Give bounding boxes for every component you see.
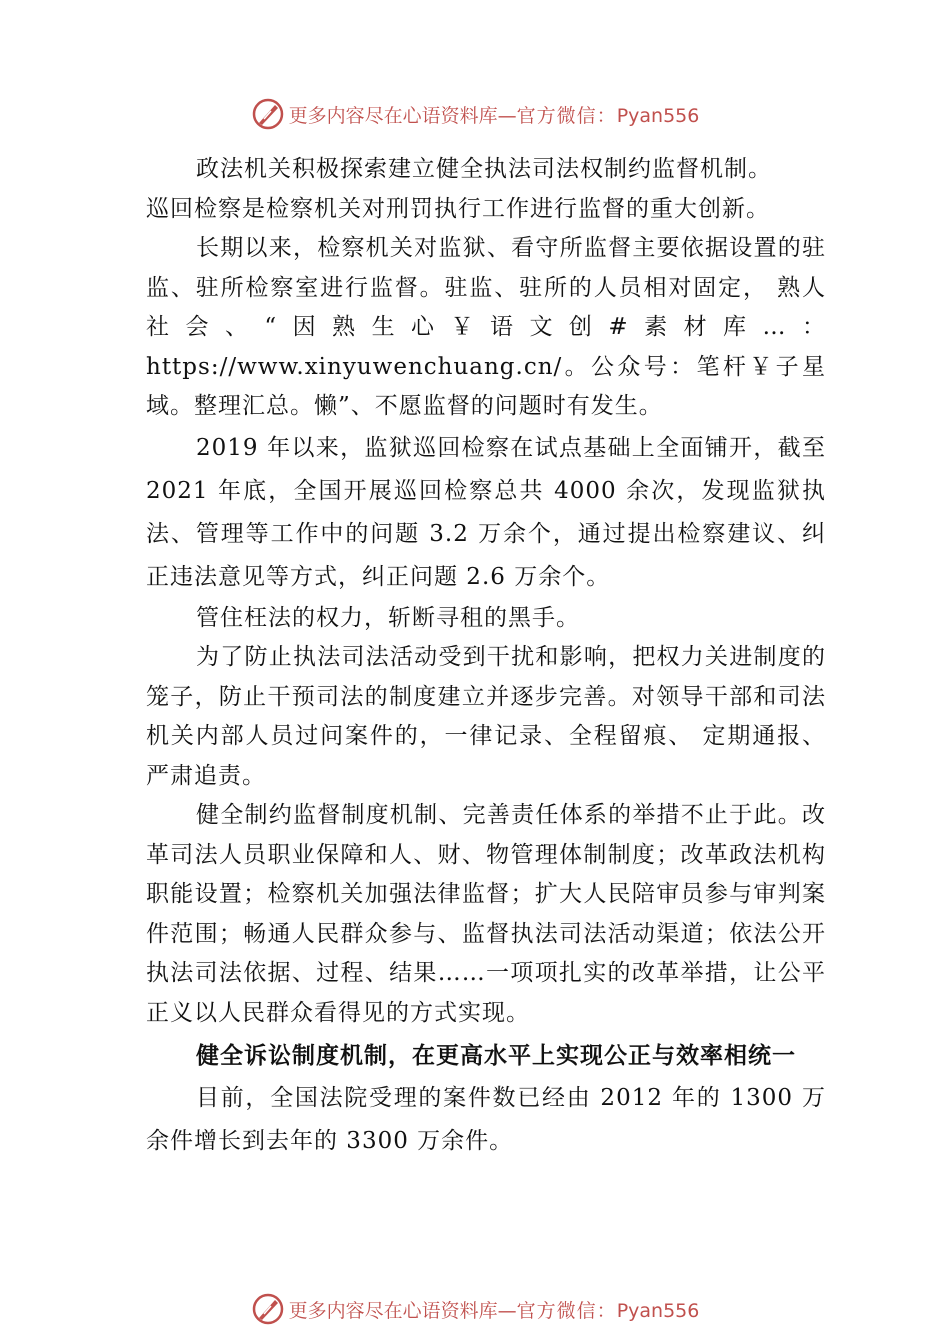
paragraph: 管住枉法的权力，斩断寻租的黑手。 bbox=[196, 604, 580, 631]
quill-circle-icon bbox=[251, 97, 285, 131]
paragraph: 2019 年以来，监狱巡回检察在试点基础上全面铺开，截至 2021 年底，全国开展巡回检察总共 4000 余次，发现监狱执法、管理等工作中的问题 3.2 万余个，通过提出检察建议、纠正违法意见等方式，纠正问题 2.6 万余个。 bbox=[146, 434, 826, 590]
section-heading: 健全诉讼制度机制，在更高水平上实现公正与效率相统一 bbox=[196, 1043, 796, 1069]
quill-circle-icon bbox=[251, 1292, 285, 1326]
watermark-text: 更多内容尽在心语资料库—官方微信：Pyan556 bbox=[288, 1299, 700, 1322]
paragraph: 目前，全国法院受理的案件数已经由 2012 年的 1300 万余件增长到去年的 3300 万余件。 bbox=[146, 1085, 826, 1154]
paragraph: 健全制约监督制度机制、完善责任体系的举措不止于此。改革司法人员职业保障和人、财、物管理体制制度；改革政法机构职能设置；检察机关加强法律监督；扩大人民陪审员参与审判案件范围；畅通人民群众参与、监督执法司法活动渠道；依法公开执法司法依据、过程、结果……一项项扎实的改革举措，让公平正义以人民群众看得见的方式实现。 bbox=[146, 802, 826, 1026]
paragraph: 长期以来，检察机关对监狱、看守所监督主要依据设置的驻监、驻所检察室进行监督。驻监、驻所的人员相对固定， 熟人社会、“因熟生心￥语文创#素材库…：https://www.xinyuwenchuang.cn/。公众号：笔杆￥子星域。整理汇总。懒”、不愿监督的问题时有发生。 bbox=[146, 235, 826, 419]
footer-watermark bbox=[0, 1289, 950, 1329]
paragraph: 巡回检察是检察机关对刑罚执行工作进行监督的重大创新。 bbox=[146, 195, 770, 222]
document-body bbox=[146, 150, 826, 1163]
watermark-text: 更多内容尽在心语资料库—官方微信：Pyan556 bbox=[288, 104, 700, 127]
paragraph: 政法机关积极探索建立健全执法司法权制约监督机制。 bbox=[196, 156, 772, 182]
header-watermark bbox=[0, 94, 950, 134]
paragraph: 为了防止执法司法活动受到干扰和影响，把权力关进制度的笼子，防止干预司法的制度建立并逐步完善。对领导干部和司法机关内部人员过问案件的，一律记录、全程留痕、 定期通报、严肃追责。 bbox=[146, 644, 826, 789]
